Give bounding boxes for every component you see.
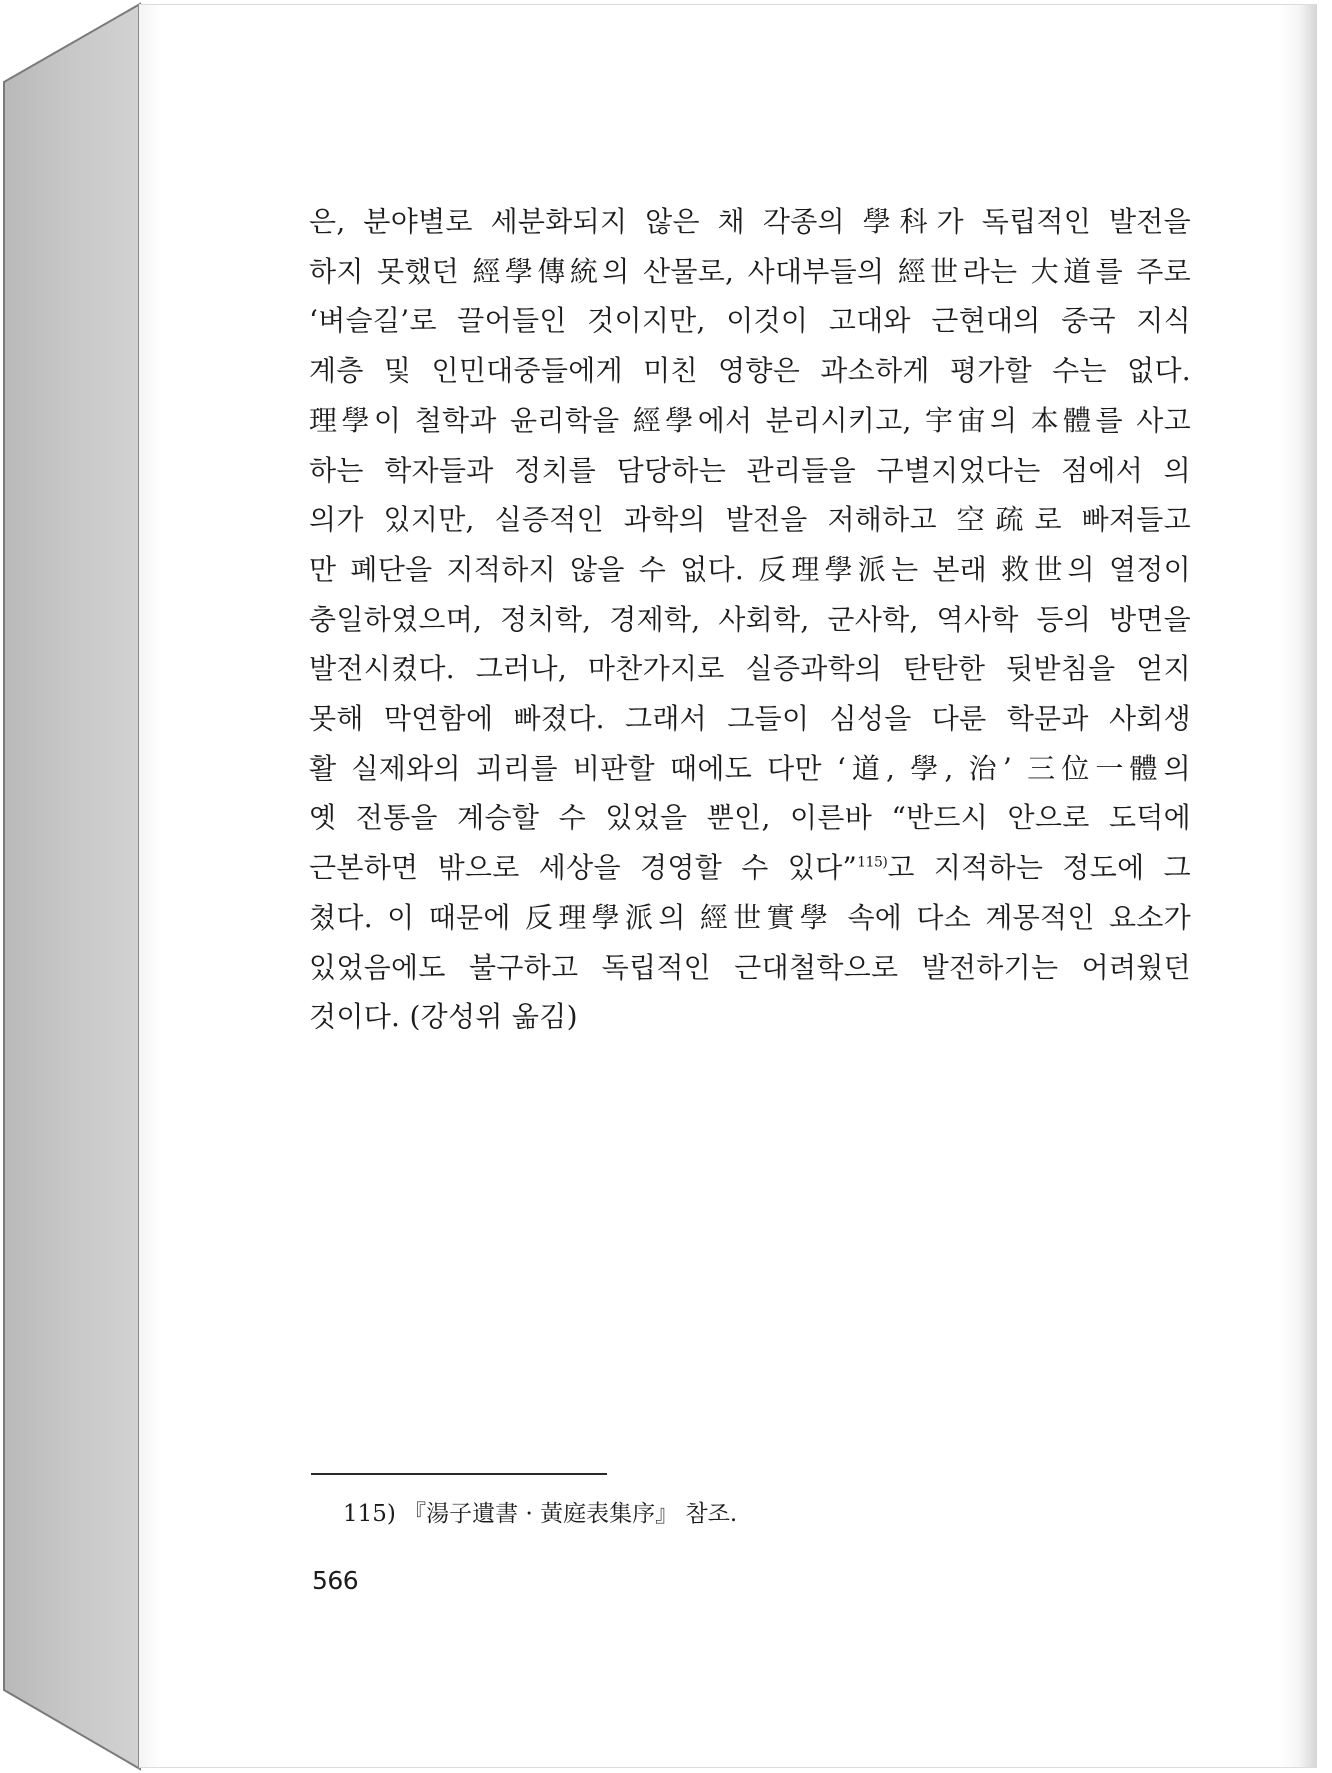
text-line-17: 것이다. (강성위 옮김) [309, 1000, 578, 1034]
text-line-9: 충일하였으며, 정치학, 경제학, 사회학, 군사학, 역사학 등의 방면을 [309, 602, 1191, 636]
footnote-divider [311, 1473, 607, 1475]
body-text [309, 197, 1191, 1042]
text-line-2: 하지 못했던 經學傳統의 산물로, 사대부들의 經世라는 大道를 주로 [309, 254, 1191, 288]
book-page [139, 4, 1317, 1768]
text-line-15: 쳤다. 이 때문에 反理學派의 經世實學 속에 다소 계몽적인 요소가 [309, 900, 1191, 934]
footnote: 115) 『湯子遺書 · 黃庭表集序』 참조. [343, 1501, 738, 1527]
text-line-1: 은, 분야별로 세분화되지 않은 채 각종의 學科가 독립적인 발전을 [309, 205, 1191, 238]
text-line-16: 있었음에도 불구하고 독립적인 근대철학으로 발전하기는 어려웠던 [309, 950, 1191, 984]
text-line-11: 못해 막연함에 빠졌다. 그래서 그들이 심성을 다룬 학문과 사회생 [309, 702, 1191, 736]
text-line-14 [309, 843, 1191, 893]
page-number: 566 [312, 1566, 359, 1595]
text-line-14-end: 고 지적하는 정도에 그 [887, 851, 1192, 885]
text-line-8: 만 폐단을 지적하지 않을 수 없다. 反理學派는 본래 救世의 열정이 [309, 552, 1191, 586]
text-line-7: 의가 있지만, 실증적인 과학의 발전을 저해하고 空疏로 빠져들고 [309, 503, 1191, 537]
book-spine [0, 0, 142, 1773]
footnote-reference[interactable]: 115) [857, 854, 888, 871]
text-line-13: 옛 전통을 계승할 수 있었을 뿐인, 이른바 “반드시 안으로 도덕에 [309, 801, 1191, 835]
text-line-5: 理學이 철학과 윤리학을 經學에서 분리시키고, 宇宙의 本體를 사고 [309, 403, 1191, 437]
text-line-12: 활 실제와의 괴리를 비판할 때에도 다만 ‘道, 學, 治’ 三位一體의 [309, 751, 1191, 785]
text-line-6: 하는 학자들과 정치를 담당하는 관리들을 구별지었다는 점에서 의 [309, 453, 1191, 487]
text-line-10: 발전시켰다. 그러나, 마찬가지로 실증과학의 탄탄한 뒷받침을 얻지 [309, 652, 1191, 686]
text-line-3: ‘벼슬길’로 끌어들인 것이지만, 이것이 고대와 근현대의 중국 지식 [309, 304, 1191, 338]
text-line-14-start: 근본하면 밖으로 세상을 경영할 수 있다” [309, 851, 858, 885]
page-edge-shadow [1299, 5, 1317, 1767]
book-spine-shape [0, 0, 142, 1773]
text-line-4: 계층 및 인민대중들에게 미친 영향은 과소하게 평가할 수는 없다. [309, 354, 1191, 388]
